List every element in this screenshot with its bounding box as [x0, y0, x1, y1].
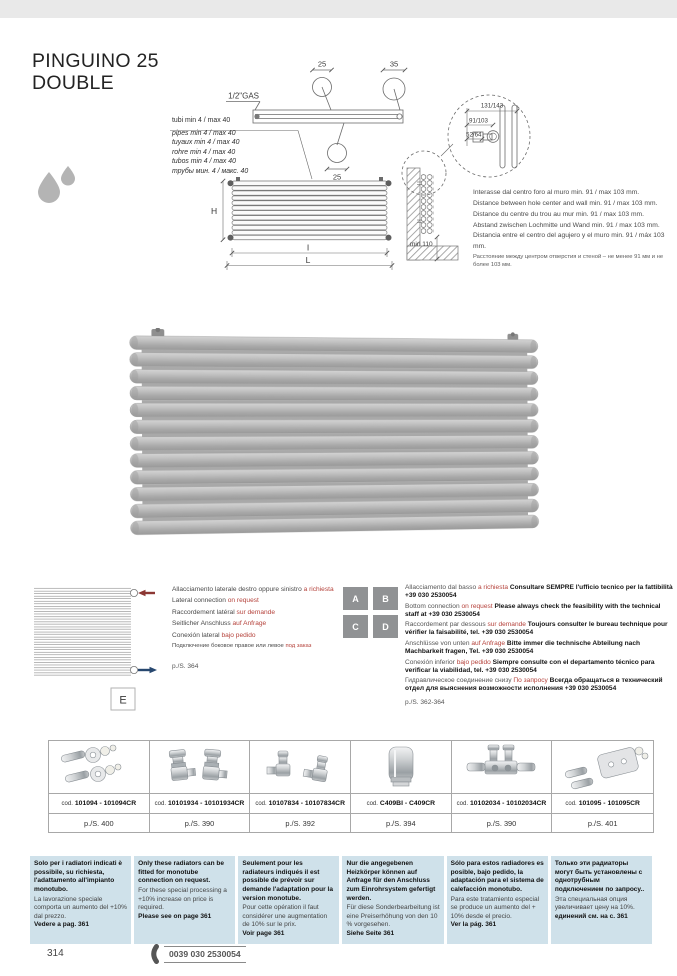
tube-note-italian: tubi min 4 / max 40	[172, 117, 231, 124]
accessory-column	[351, 741, 452, 832]
lateral-page-ref: p./S. 364	[172, 663, 199, 671]
detail-dim-91-103: 91/103	[469, 117, 488, 125]
wall-distance-note-line: Abstand zwischen Lochmitte und Wand min. 91 / max 103 mm.	[473, 221, 660, 229]
accessory-column	[452, 741, 553, 832]
detail-dim-52-64: 52/64	[466, 131, 482, 139]
lateral-connection-line: Подключение боковое правое или левое под заказ	[172, 643, 312, 650]
bottom-connection-entry: Anschlüsse von unten auf Anfrage Bitte immer die technische Abteilung nach Machbarkeit fragen, Tel. +39 030 2530054	[405, 639, 641, 655]
product-code-row: cod. 10101934 - 10101934CR	[150, 794, 250, 814]
wall-distance-notes	[473, 188, 674, 269]
product-code-row: cod. C409BI - C409CR	[351, 794, 451, 814]
monotube-note: Seulement pour les radiateurs indiqués il est possible de prévoir sur demande l'adaptation pour la version monotube. Pour cette opération il faut considérer une augmentation de 10% sur le prix. Voir page 361	[238, 856, 339, 944]
tube-count-notes	[172, 116, 302, 177]
dim-25-top: 25	[317, 59, 327, 69]
phone-number: 0039 030 2530054	[164, 946, 246, 963]
monotube-notes	[30, 856, 652, 944]
accessory-column	[49, 741, 150, 832]
product-code-row: cod. 10102034 - 10102034CR	[452, 794, 552, 814]
page-number: 314	[47, 948, 64, 959]
product-code-row: cod. 101095 - 101095CR	[552, 794, 653, 814]
tube-note-translation: tubos min 4 / max 40	[172, 158, 236, 166]
product-page-ref: p./S. 390	[184, 818, 215, 828]
lateral-connection-line: Raccordement latéral sur demande	[172, 608, 276, 616]
variant-box: D	[373, 615, 398, 638]
accessory-column	[552, 741, 653, 832]
footer-phone	[148, 944, 246, 964]
inlet-port	[130, 589, 137, 596]
dim-L-label: L	[305, 255, 311, 265]
wall-distance-note-line: Interasse dal centro foro al muro min. 91 / max 103 mm.	[473, 189, 640, 196]
product-page-ref: p./S. 394	[386, 818, 416, 828]
bottom-connection-entry: Raccordement par dessous sur demande Toujours consulter le bureau technique pour vérifier la faisabilité, tel. +39 030 2530054	[405, 621, 668, 637]
lateral-connection-line: Seitlicher Anschluss auf Anfrage	[172, 620, 267, 628]
product-photo-thermostatic-head	[351, 741, 451, 794]
catalog-page	[0, 18, 677, 976]
variant-box: B	[373, 587, 398, 610]
outlet-port	[130, 666, 137, 673]
lateral-connection-diagram	[26, 580, 166, 720]
product-photo-twin-valve	[452, 741, 552, 794]
diagram-letter: E	[119, 694, 127, 707]
outlet-arrow-icon	[138, 667, 157, 673]
monotube-note: Nur die angegebenen Heizkörper können auf Anfrage für den Anschluss zum Einrohrsystem gefertigt werden. Für diese Sonderbearbeitung ist eine Preiserhöhung von den 10 % vorgesehen. Siehe Seite 361	[342, 856, 443, 944]
product-page-ref: p./S. 401	[587, 818, 618, 828]
product-photo-corner-valve-pair	[250, 741, 350, 794]
gas-thread-label: 1/2"GAS	[228, 91, 259, 101]
monotube-note: Только эти радиаторы могут быть установлены с однотрубным подключением по запросу.. Эта специальная опция увеличивает цену на 10%. единений см. на с. 361	[551, 856, 652, 944]
front-view-radiator	[228, 177, 392, 241]
lateral-connection-notes	[172, 584, 358, 673]
product-photo-bushing-kit	[49, 741, 149, 794]
diagram-tube-stack	[34, 587, 131, 676]
product-page-ref: p./S. 400	[84, 818, 114, 828]
bottom-connection-notes	[405, 584, 675, 707]
connection-variant-boxes	[343, 587, 398, 638]
monotube-note: Solo per i radiatori indicati è possibile, su richiesta, l'adattamento all'impianto monotubo. La lavorazione speciale comporta un aumento del +10% dal prezzo. Vedere a pag. 361	[30, 856, 131, 944]
phone-icon	[148, 944, 160, 964]
dim-H-label: H	[211, 206, 218, 216]
wall-distance-note-line: Distancia entre el centro del agujero y el muro min. 91 / máx 103 mm.	[473, 232, 665, 251]
dim-35-top: 35	[389, 59, 399, 69]
bottom-connection-entry: Conexión inferior bajo pedido Siempre consulte con el departamento técnico para verificar la viabilidad, tel. +39 030 2530054	[405, 658, 655, 674]
product-page-ref: p./S. 390	[486, 818, 517, 828]
monotube-note: Only these radiators can be fitted for monotube connection on request. For these special processing a +10% increase on price is required. Please see on page 361	[134, 856, 235, 944]
dim-25-bottom: 25	[332, 172, 342, 182]
bottom-connection-entry: Bottom connection on request Please always check the feasibility with the technical staff at +39 030 2530054	[405, 602, 661, 618]
wall-distance-note-line: Distance between hole center and wall min. 91 / max 103 mm.	[473, 199, 658, 207]
tube-note-translation: rohre min 4 / max 40	[172, 148, 236, 156]
radiator-product-image	[116, 328, 594, 568]
product-name-line1: PINGUINO 25	[32, 50, 159, 72]
product-code-row: cod. 101094 - 101094CR	[49, 794, 149, 814]
wall-min-distance-label: min 110	[410, 241, 433, 248]
accessories-table	[48, 740, 654, 833]
tube-note-translation: tuyaux min 4 / max 40	[172, 139, 240, 147]
product-name-line2: DOUBLE	[32, 72, 114, 94]
variant-box: A	[343, 587, 368, 610]
accessory-column	[150, 741, 251, 832]
tube-note-translation: pipes min 4 / max 40	[172, 129, 236, 137]
water-drops-icon	[34, 164, 86, 212]
wall-distance-note-line: Distance du centre du trou au mur min. 91 / max 103 mm.	[473, 210, 644, 218]
page-title	[32, 50, 159, 94]
bottom-connection-entry: Allacciamento dal basso a richiesta Consultare SEMPRE l'ufficio tecnico per la fattibilità +39 030 2530054	[405, 584, 673, 600]
tube-note-translation: трубы мин. 4 / макс. 40	[172, 167, 249, 175]
wall-distance-note-line: Расстояние между центром отверстия и стеной – не менее 91 мм и не более 103 мм.	[473, 254, 664, 268]
dim-I-label: I	[306, 242, 310, 253]
product-photo-valve-pair	[150, 741, 250, 794]
monotube-note: Sólo para estos radiadores es posible, bajo pedido, la adaptación para el sistema de calefacción monotubo. Para este tratamiento especial se produce un aumento del + 10% desde el precio. Ver la pág. 361	[447, 856, 548, 944]
variant-box: C	[343, 615, 368, 638]
accessory-column	[250, 741, 351, 832]
detail-dim-131-143: 131/143	[480, 102, 504, 110]
product-page-ref: p./S. 392	[285, 818, 315, 828]
lateral-connection-line: Lateral connection on request	[172, 597, 259, 605]
lateral-connection-line: Allacciamento laterale destro oppure sinistro a richiesta	[172, 586, 334, 593]
bottom-connection-entry: Гидравлическое соединение снизу По запросу Всегда обращаться в технический отдел для выяснения возможности исполнения +39 030 2530054	[405, 677, 663, 693]
inlet-arrow-icon	[138, 590, 155, 596]
lateral-connection-line: Conexión lateral bajo pedido	[172, 631, 256, 639]
product-code-row: cod. 10107834 - 10107834CR	[250, 794, 350, 814]
product-photo-cover-plate-kit	[552, 741, 653, 794]
bottom-page-ref: p./S. 362-364	[405, 699, 445, 707]
